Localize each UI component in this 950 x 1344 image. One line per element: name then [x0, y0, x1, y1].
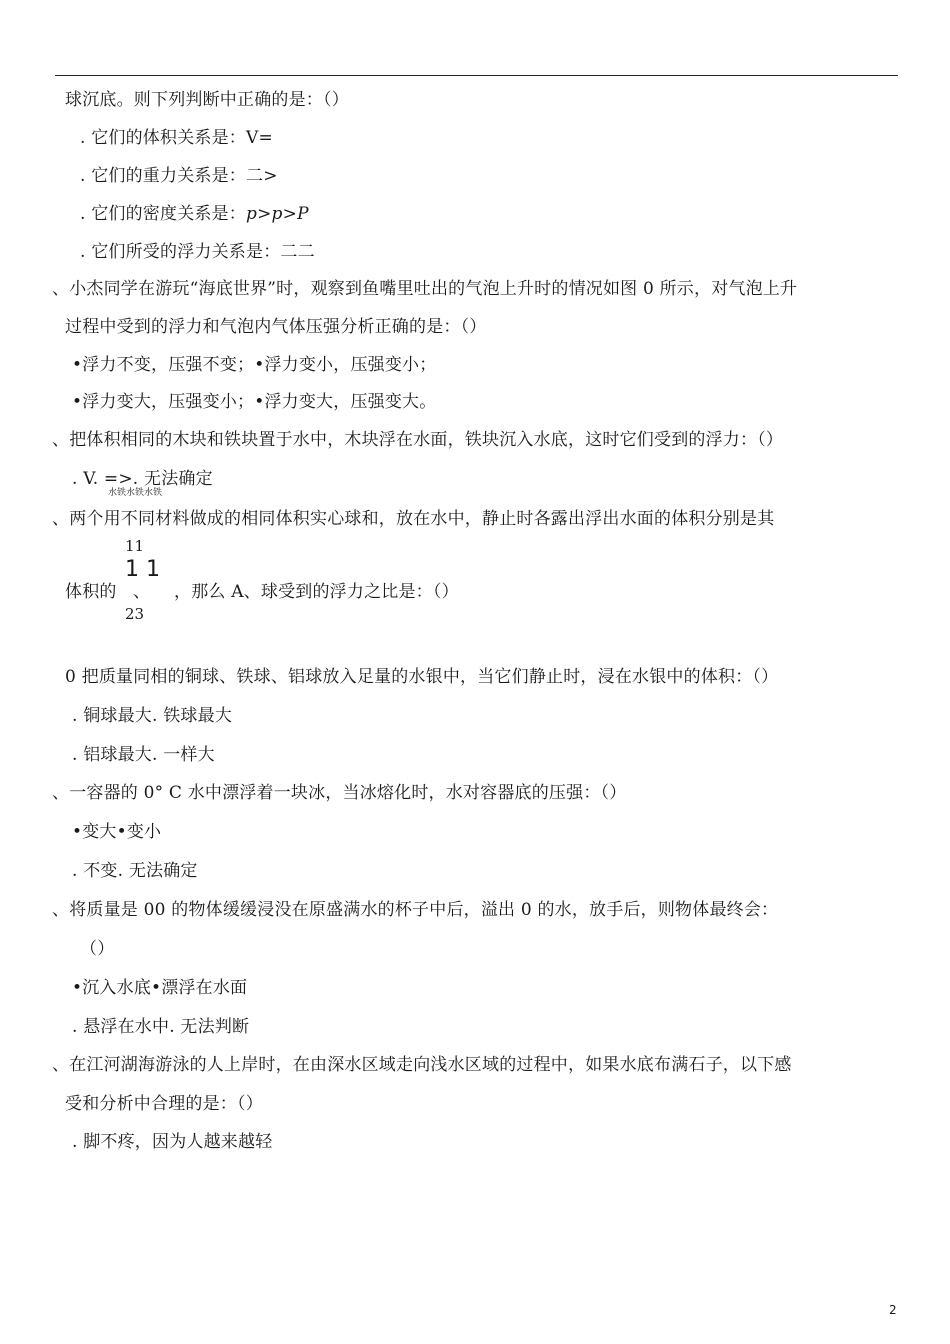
option-line: . 不变. 无法确定: [72, 861, 198, 881]
subscript-text: 水铁水铁水铁: [108, 488, 163, 498]
option-line: . 它们所受的浮力关系是：二二: [80, 242, 315, 262]
separator-text: 、: [133, 582, 151, 602]
question-line: 、小杰同学在游玩“海底世界”时，观察到鱼嘴里吐出的气泡上升时的情况如图 0 所示，对气泡上升: [52, 279, 798, 299]
option-line: . 铜球最大. 铁球最大: [72, 706, 233, 726]
answer-bracket: （）: [80, 939, 115, 959]
option-line: . 脚不疼，因为人越来越轻: [72, 1132, 273, 1152]
question-line: 、两个用不同材料做成的相同体积实心球和，放在水中，静止时各露出浮出水面的体积分别是其: [52, 509, 775, 529]
option-line: . 铝球最大. 一样大: [72, 745, 215, 765]
question-line: 过程中受到的浮力和气泡内气体压强分析正确的是：（）: [65, 317, 487, 337]
question-line: 、将质量是 00 的物体缓缓浸没在原盛满水的杯子中后，溢出 0 的水，放手后，则物体最终会：: [52, 900, 779, 920]
density-expression: p>p>P: [246, 204, 309, 224]
option-line: •浮力不变，压强不变；•浮力变小，压强变小；: [72, 355, 437, 375]
option-line: •变大•变小: [72, 822, 162, 842]
option-text: . 它们的密度关系是：: [80, 204, 247, 224]
option-line: •浮力变大，压强变小；•浮力变大，压强变大。: [72, 392, 437, 412]
fraction-denominators: 23: [125, 605, 145, 623]
question-line: 、把体积相同的木块和铁块置于水中，木块浮在水面，铁块沉入水底，这时它们受到的浮力：（）: [52, 430, 784, 450]
option-line: . V. =>. 无法确定: [72, 469, 213, 489]
option-line: . 悬浮在水中. 无法判断: [72, 1017, 250, 1037]
question-line: ，那么 A、球受到的浮力之比是：（）: [174, 582, 459, 602]
option-line: . 它们的体积关系是：V=: [80, 128, 273, 148]
question-line: 、在江河湖海游泳的人上岸时，在由深水区域走向浅水区域的过程中，如果水底布满石子，以下感: [52, 1055, 792, 1075]
option-line: •沉入水底•漂浮在水面: [72, 978, 248, 998]
page-number: 2: [889, 1303, 897, 1317]
fraction-values: 1 1: [125, 557, 160, 582]
question-line: 0 把质量同相的铜球、铁球、铝球放入足量的水银中，当它们静止时，浸在水银中的体积：（）: [65, 667, 779, 687]
question-line: 体积的: [65, 582, 117, 602]
option-line: . 它们的重力关系是：二>: [80, 166, 278, 186]
fraction-numerators: 11: [125, 537, 145, 555]
question-line: 、一容器的 0° C 水中漂浮着一块冰，当冰熔化时，水对容器底的压强：（）: [52, 783, 627, 803]
question-line: 受和分析中合理的是：（）: [65, 1094, 263, 1114]
option-line: [80, 203, 309, 225]
text-line: 球沉底。则下列判断中正确的是：（）: [65, 90, 349, 110]
top-rule: [55, 75, 898, 76]
